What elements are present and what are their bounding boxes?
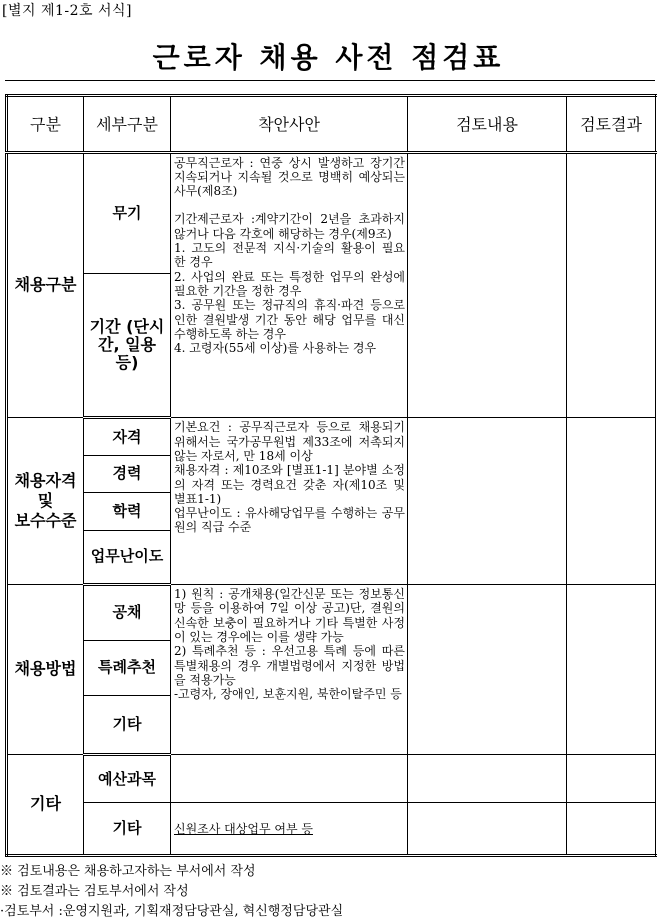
table-row	[7, 418, 657, 455]
sub-budget-item: 예산과목	[84, 754, 171, 803]
footnote: ·검토부서 :운영지원과, 기획재정담당관실, 혁신행정담당관실	[0, 904, 344, 919]
column-header: 구분	[7, 96, 84, 153]
category-employment-type: 채용구분	[7, 152, 84, 418]
review-result-cell[interactable]	[567, 803, 657, 856]
category-other: 기타	[7, 754, 84, 855]
employment-type-description: 공무직근로자 : 연중 상시 발생하고 장기간 지속되거나 지속될 것으로 명백히 예상되는 사무(제8조) 기간제근로자 :계약기간이 2년을 초과하지 않거나 다음 각호에 해당하는 경우(제9조) 1. 고도의 전문적 지식·기술의 활용이 필요한 경우 2. 사업의 완료 또는 특정한 업무의 완성에 필요한 기간을 정한 경우 3. 공무원 또는 정규직의 휴직·파견 등으로 인한 결원발생 기간 동안 해당 업무를 대신 수행하도록 하는 경우 4. 고령자(55세 이상)를 사용하는 경우	[171, 152, 408, 418]
page-title: 근로자 채용 사전 점검표	[152, 41, 505, 74]
table-row	[7, 754, 657, 803]
sub-career: 경력	[84, 455, 171, 492]
sub-other: 기타	[84, 803, 171, 856]
sub-education: 학력	[84, 493, 171, 530]
sub-method-other: 기타	[84, 696, 171, 755]
checklist-table	[5, 94, 657, 857]
sub-special-recommendation: 특례추천	[84, 640, 171, 696]
column-header: 검토결과	[567, 96, 657, 153]
sub-open-recruitment: 공채	[84, 585, 171, 641]
title-divider	[5, 80, 655, 81]
sub-permanent: 무기	[84, 152, 171, 273]
review-content-cell[interactable]	[408, 418, 567, 585]
table-row	[7, 803, 657, 856]
sub-fixed-term: 기간 (단시간, 일용 등)	[84, 273, 171, 418]
other-description: 신원조사 대상업무 여부 등	[171, 803, 408, 856]
review-content-cell[interactable]	[408, 585, 567, 755]
footnote: ※ 검토내용은 채용하고자하는 부서에서 작성	[0, 864, 256, 879]
table-header-row	[7, 96, 657, 153]
review-result-cell[interactable]	[567, 152, 657, 418]
review-content-cell[interactable]	[408, 152, 567, 418]
column-header: 착안사안	[171, 96, 408, 153]
table-row	[7, 152, 657, 273]
review-result-cell[interactable]	[567, 585, 657, 755]
category-method: 채용방법	[7, 585, 84, 755]
review-content-cell[interactable]	[408, 803, 567, 856]
method-description: 1) 원칙 : 공개채용(일간신문 또는 정보통신망 등을 이용하여 7일 이상 공고)단, 결원의 신속한 보충이 필요하거나 기타 특별한 사정이 있는 경우에는 이를 생략 가능 2) 특례추천 등 : 우선고용 특례 등에 따른 특별채용의 경우 개별법령에서 지정한 방법을 적용가능 -고령자, 장애인, 보훈지원, 북한이탈주민 등	[171, 585, 408, 755]
column-header: 세부구분	[84, 96, 171, 153]
budget-description	[171, 754, 408, 803]
review-result-cell[interactable]	[567, 418, 657, 585]
category-qualification: 채용자격 및 보수수준	[7, 418, 84, 585]
footnote: ※ 검토결과는 검토부서에서 작성	[0, 884, 189, 899]
sub-difficulty: 업무난이도	[84, 530, 171, 585]
review-result-cell[interactable]	[567, 754, 657, 803]
column-header: 검토내용	[408, 96, 567, 153]
form-label: [별지 제1-2호 서식]	[2, 3, 133, 19]
footnotes	[0, 862, 343, 922]
qualification-description: 기본요건 : 공무직근로자 등으로 채용되기 위해서는 국가공무원법 제33조에 저촉되지 않는 자로서, 만 18세 이상 채용자격 : 제10조와 [별표1-1] 분야별 소정의 자격 또는 경력요건 갖춘 자(제10조 및 별표1-1) 업무난이도 : 유사해당업무를 수행하는 공무원의 직급 수준	[171, 418, 408, 585]
table-row	[7, 585, 657, 641]
sub-qualification: 자격	[84, 418, 171, 455]
review-content-cell[interactable]	[408, 754, 567, 803]
